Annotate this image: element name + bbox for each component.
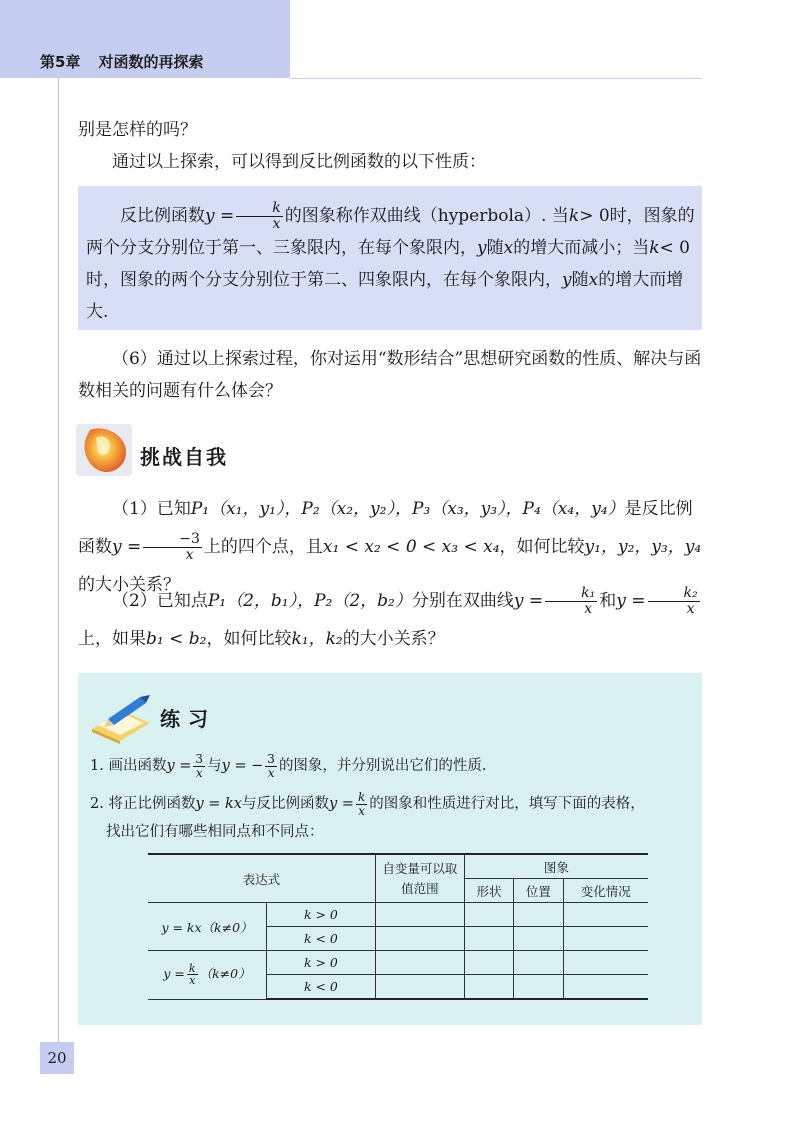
k1-over-x-fraction: $\frac{\text{k₁}}{x}$ [545, 586, 597, 617]
minus-3-over-x-fraction: $\frac{-3}{x}$ [143, 532, 202, 563]
table-cell [514, 951, 563, 975]
cell-k-negative: k < 0 [267, 975, 376, 1000]
exercise-heading: 练习 [160, 707, 216, 731]
row-direct-proportion: y = kx（k≠0） [148, 903, 267, 951]
header-graph: 图象 [464, 854, 648, 879]
cell-k-positive: k > 0 [267, 903, 376, 927]
cell-k-negative: k < 0 [267, 927, 376, 951]
table-cell [464, 903, 513, 927]
challenge-icon [76, 420, 136, 480]
row-inverse-proportion: y = $\frac{k}{x}$ （k≠0） [148, 951, 267, 1000]
exercise-item-2-cont: 找出它们有哪些相同点和不同点： [106, 824, 324, 840]
header-change: 变化情况 [563, 879, 648, 903]
cell-k-positive: k > 0 [267, 951, 376, 975]
table-cell [464, 951, 513, 975]
table-cell [375, 903, 464, 927]
header-shape: 形状 [464, 879, 513, 903]
table-cell [464, 975, 513, 1000]
table-cell [563, 903, 648, 927]
table-cell [514, 903, 563, 927]
3-over-x-fraction: $\frac{3}{x}$ [195, 751, 204, 780]
property-box [78, 186, 702, 330]
question-6: （6）通过以上探索过程，你对运用“数形结合”思想研究函数的性质、解决与函数相关的问题有什么体会？ [78, 349, 702, 401]
challenge-heading: 挑战自我 [140, 445, 228, 469]
margin-divider [58, 78, 59, 1043]
notebook-pencil-icon [88, 689, 154, 745]
header-position: 位置 [514, 879, 563, 903]
challenge-question-2: （2）已知点P₁（2，b₁），P₂（2，b₂）分别在双曲线y = $\frac{\text{k₁}}{x}$ 和y = $\frac{\text{k₂}}{x}$ 上，如果b₁ < b₂，如何比较k₁，k₂的大小关系？ [78, 585, 698, 649]
k-over-x-fraction-2: $\frac{k}{x}$ [357, 789, 366, 818]
table-cell [514, 927, 563, 951]
header-divider [290, 78, 702, 79]
k2-over-x-fraction: $\frac{\text{k₂}}{x}$ [648, 586, 700, 617]
table-cell [375, 975, 464, 1000]
page-number: 20 [40, 1042, 74, 1074]
property-text: 反比例函数y = $\frac{k}{x}$ 的图象称作双曲线（hyperbola）. 当k> 0时，图象的两个分支分别位于第一、三象限内，在每个象限内，y随x的增大而减小；当k< 0时，图象的两个分支分别位于第二、四象限内，在每个象限内，y随x的增大而增大. [86, 200, 695, 322]
k-over-x-fraction: $\frac{k}{x}$ [236, 201, 282, 232]
intro-line-1: 别是怎样的吗？ [78, 120, 197, 140]
comparison-table [148, 853, 648, 1000]
table-cell [563, 951, 648, 975]
table-cell [464, 927, 513, 951]
exercise-box [78, 673, 702, 1025]
exercise-item-1: 1. 画出函数y = $\frac{3}{x}$ 与y = − $\frac{3}{x}$ 的图象，并分别说出它们的性质. [90, 751, 487, 780]
challenge-question-1: （1）已知P₁（x₁，y₁），P₂（x₂，y₂），P₃（x₃，y₃），P₄（x₄，y₄）是反比例函数y = $\frac{-3}{x}$ 上的四个点，且x₁ < x₂ < 0 < x₃ < x₄，如何比较y₁，y₂，y₃，y₄的大小关系？ [78, 499, 702, 595]
table-cell [514, 975, 563, 1000]
header-expression: 表达式 [148, 854, 375, 903]
intro-line-2: 通过以上探索，可以得到反比例函数的以下性质： [112, 152, 486, 172]
chapter-title: 第5章 对函数的再探索 [40, 53, 204, 71]
neg-3-over-x-fraction: $\frac{3}{x}$ [267, 751, 275, 780]
table-cell [375, 951, 464, 975]
table-cell [375, 927, 464, 951]
exercise-item-2: 2. 将正比例函数y = kx与反比例函数y = $\frac{k}{x}$ 的图象和性质进行对比，填写下面的表格， [90, 789, 645, 818]
header-domain: 自变量可以取 值范围 [375, 854, 464, 903]
table-cell [563, 975, 648, 1000]
table-cell [563, 927, 648, 951]
k-over-x-fraction-3: $\frac{k}{x}$ [188, 962, 196, 988]
